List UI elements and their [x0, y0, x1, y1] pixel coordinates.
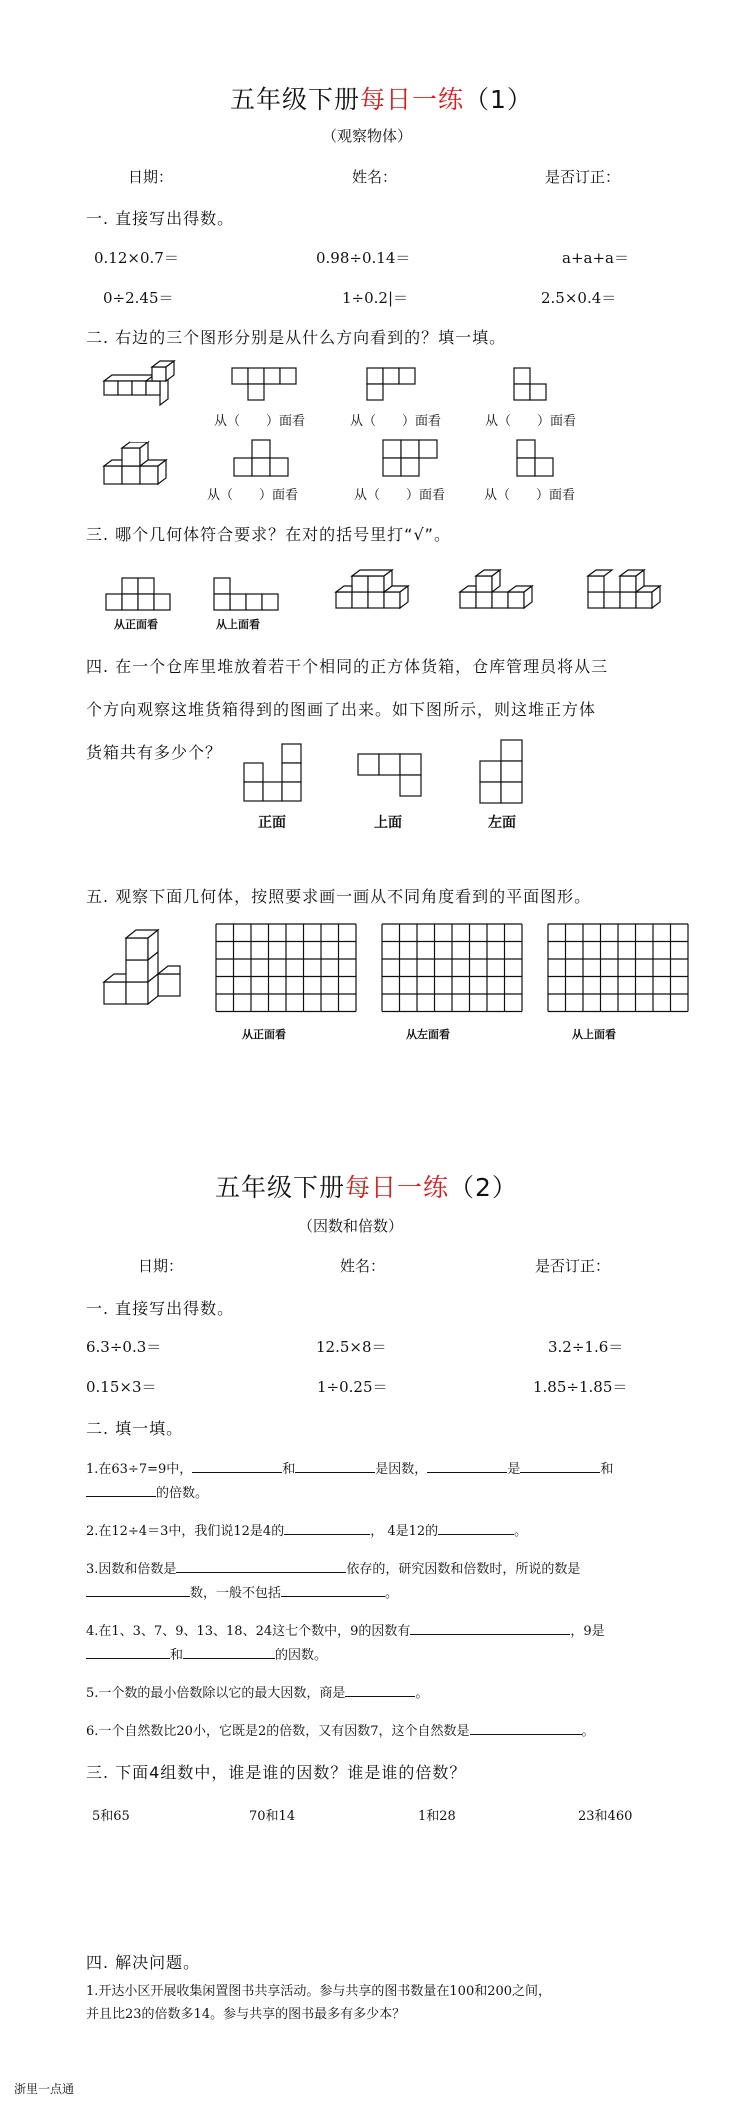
calc-item: a+a+a＝: [562, 249, 629, 267]
p2-section4-title: 四. 解决问题。: [86, 1953, 201, 1972]
answer-blank[interactable]: [192, 1458, 282, 1473]
number-pair: 1和28: [418, 1809, 456, 1824]
direction-caption: 从（ ）面看: [354, 488, 446, 503]
calc-item: 3.2÷1.6＝: [548, 1338, 624, 1356]
drawing-grid-front[interactable]: [216, 924, 360, 1014]
number-pair: 23和460: [578, 1809, 633, 1824]
page2-title: 五年级下册每日一练（2）: [215, 1173, 518, 1202]
question-5: 5.一个数的最小倍数除以它的最大因数，商是 。: [86, 1682, 428, 1701]
answer-blank[interactable]: [295, 1458, 375, 1473]
number-pair: 70和14: [249, 1809, 296, 1824]
cube-solid-option[interactable]: [460, 572, 534, 612]
answer-blank[interactable]: [520, 1458, 600, 1473]
view-figure: [514, 368, 548, 402]
question-4: 4.在1、3、7、9、13、18、24这七个数中，9的因数有 ，9是: [86, 1620, 605, 1639]
p1-section2-title: 二. 右边的三个图形分别是从什么方向看到的？填一填。: [86, 328, 507, 347]
answer-blank[interactable]: [183, 1644, 275, 1659]
page2-name-label: 姓名：: [340, 1257, 386, 1275]
cube-solid-figure: [104, 924, 184, 1010]
view-caption: 从上面看: [216, 618, 260, 631]
answer-blank[interactable]: [86, 1582, 190, 1597]
direction-caption: 从（ ）面看: [484, 488, 576, 503]
view-figure: [232, 368, 298, 402]
calc-item: 1÷0.25＝: [317, 1378, 388, 1396]
problem-line-2: 并且比23的倍数多14。参与共享的图书最多有多少本？: [86, 2007, 406, 2022]
cube-solid-figure: [104, 366, 176, 404]
page1-title: 五年级下册每日一练（1）: [230, 85, 533, 114]
view-figure: [367, 368, 417, 402]
footer-watermark: 浙里一点通: [14, 2082, 75, 2096]
p1-section5-title: 五. 观察下面几何体，按照要求画一画从不同角度看到的平面图形。: [86, 887, 592, 906]
view-figure: [106, 578, 172, 612]
grid-caption-left: 从左面看: [406, 1028, 450, 1041]
direction-caption: 从（ ）面看: [485, 414, 577, 429]
grid-caption-front: 从正面看: [242, 1028, 286, 1041]
question-1-cont: 的倍数。: [86, 1482, 208, 1501]
view-caption: 从正面看: [114, 618, 158, 631]
drawing-grid-top[interactable]: [548, 924, 692, 1014]
front-view-label: 正面: [258, 815, 286, 831]
page1-subtitle: （观察物体）: [322, 127, 413, 145]
left-view-figure: [480, 740, 524, 804]
p1-section1-title: 一. 直接写出得数。: [86, 209, 235, 228]
drawing-grid-left[interactable]: [382, 924, 526, 1014]
direction-caption: 从（ ）面看: [207, 488, 299, 503]
page1-date-label: 日期：: [128, 168, 174, 186]
page2-correct-label: 是否订正：: [535, 1257, 611, 1275]
left-view-label: 左面: [488, 815, 516, 831]
page2-date-label: 日期：: [138, 1257, 184, 1275]
answer-blank[interactable]: [410, 1620, 570, 1635]
cube-solid-figure: [104, 436, 172, 488]
p1-section4-line2: 个方向观察这堆货箱得到的图画了出来。如下图所示，则这堆正方体: [86, 700, 597, 719]
answer-blank[interactable]: [427, 1458, 507, 1473]
calc-item: 0÷2.45＝: [103, 289, 174, 307]
answer-blank[interactable]: [86, 1644, 170, 1659]
answer-blank[interactable]: [176, 1558, 346, 1573]
question-4-cont: 和 的因数。: [86, 1644, 327, 1663]
cube-solid-option[interactable]: [588, 572, 662, 612]
top-view-label: 上面: [374, 815, 402, 831]
answer-blank[interactable]: [438, 1520, 514, 1535]
direction-caption: 从（ ）面看: [214, 414, 306, 429]
calc-item: 12.5×8＝: [316, 1338, 387, 1356]
question-3-cont: 数，一般不包括 。: [86, 1582, 398, 1601]
calc-item: 2.5×0.4＝: [541, 289, 617, 307]
p1-section4-line1: 四. 在一个仓库里堆放着若干个相同的正方体货箱，仓库管理员将从三: [86, 657, 609, 676]
answer-blank[interactable]: [345, 1682, 415, 1697]
p2-section3-title: 三. 下面4组数中，谁是谁的因数？谁是谁的倍数？: [86, 1763, 467, 1782]
calc-item: 1.85÷1.85＝: [533, 1378, 628, 1396]
p1-section4-line3: 货箱共有多少个？: [86, 743, 223, 762]
question-3: 3.因数和倍数是 依存的，研究因数和倍数时，所说的数是: [86, 1558, 580, 1577]
calc-item: 0.98÷0.14＝: [316, 249, 411, 267]
front-view-figure: [244, 744, 304, 804]
calc-item: 0.12×0.7＝: [94, 249, 179, 267]
calc-item: 6.3÷0.3＝: [86, 1338, 162, 1356]
calc-item: 0.15×3＝: [86, 1378, 157, 1396]
p2-section1-title: 一. 直接写出得数。: [86, 1299, 235, 1318]
question-2: 2.在12÷4＝3中，我们说12是4的 ， 4是12的 。: [86, 1520, 527, 1539]
p2-section2-title: 二. 填一填。: [86, 1419, 184, 1438]
answer-blank[interactable]: [470, 1720, 582, 1735]
direction-caption: 从（ ）面看: [350, 414, 442, 429]
question-1: 1.在63÷7=9中， 和 是因数， 是 和: [86, 1458, 613, 1477]
cube-solid-option[interactable]: [336, 572, 410, 612]
answer-blank[interactable]: [86, 1482, 156, 1497]
page2-subtitle: （因数和倍数）: [298, 1217, 404, 1235]
page1-correct-label: 是否订正：: [545, 168, 621, 186]
view-figure: [214, 578, 280, 612]
page1-name-label: 姓名：: [352, 168, 398, 186]
top-view-figure: [358, 754, 424, 804]
answer-blank[interactable]: [284, 1520, 370, 1535]
number-pair: 5和65: [92, 1809, 130, 1824]
view-figure: [234, 440, 290, 480]
answer-blank[interactable]: [281, 1582, 385, 1597]
p1-section3-title: 三. 哪个几何体符合要求？在对的括号里打“√”。: [86, 525, 451, 544]
view-figure: [383, 440, 439, 480]
question-6: 6.一个自然数比20小，它既是2的倍数，又有因数7，这个自然数是 。: [86, 1720, 595, 1739]
grid-caption-top: 从上面看: [572, 1028, 616, 1041]
problem-line-1: 1.开达小区开展收集闲置图书共享活动。参与共享的图书数量在100和200之间，: [86, 1984, 552, 1999]
calc-item: 1÷0.2|＝: [342, 289, 409, 307]
view-figure: [517, 440, 557, 480]
